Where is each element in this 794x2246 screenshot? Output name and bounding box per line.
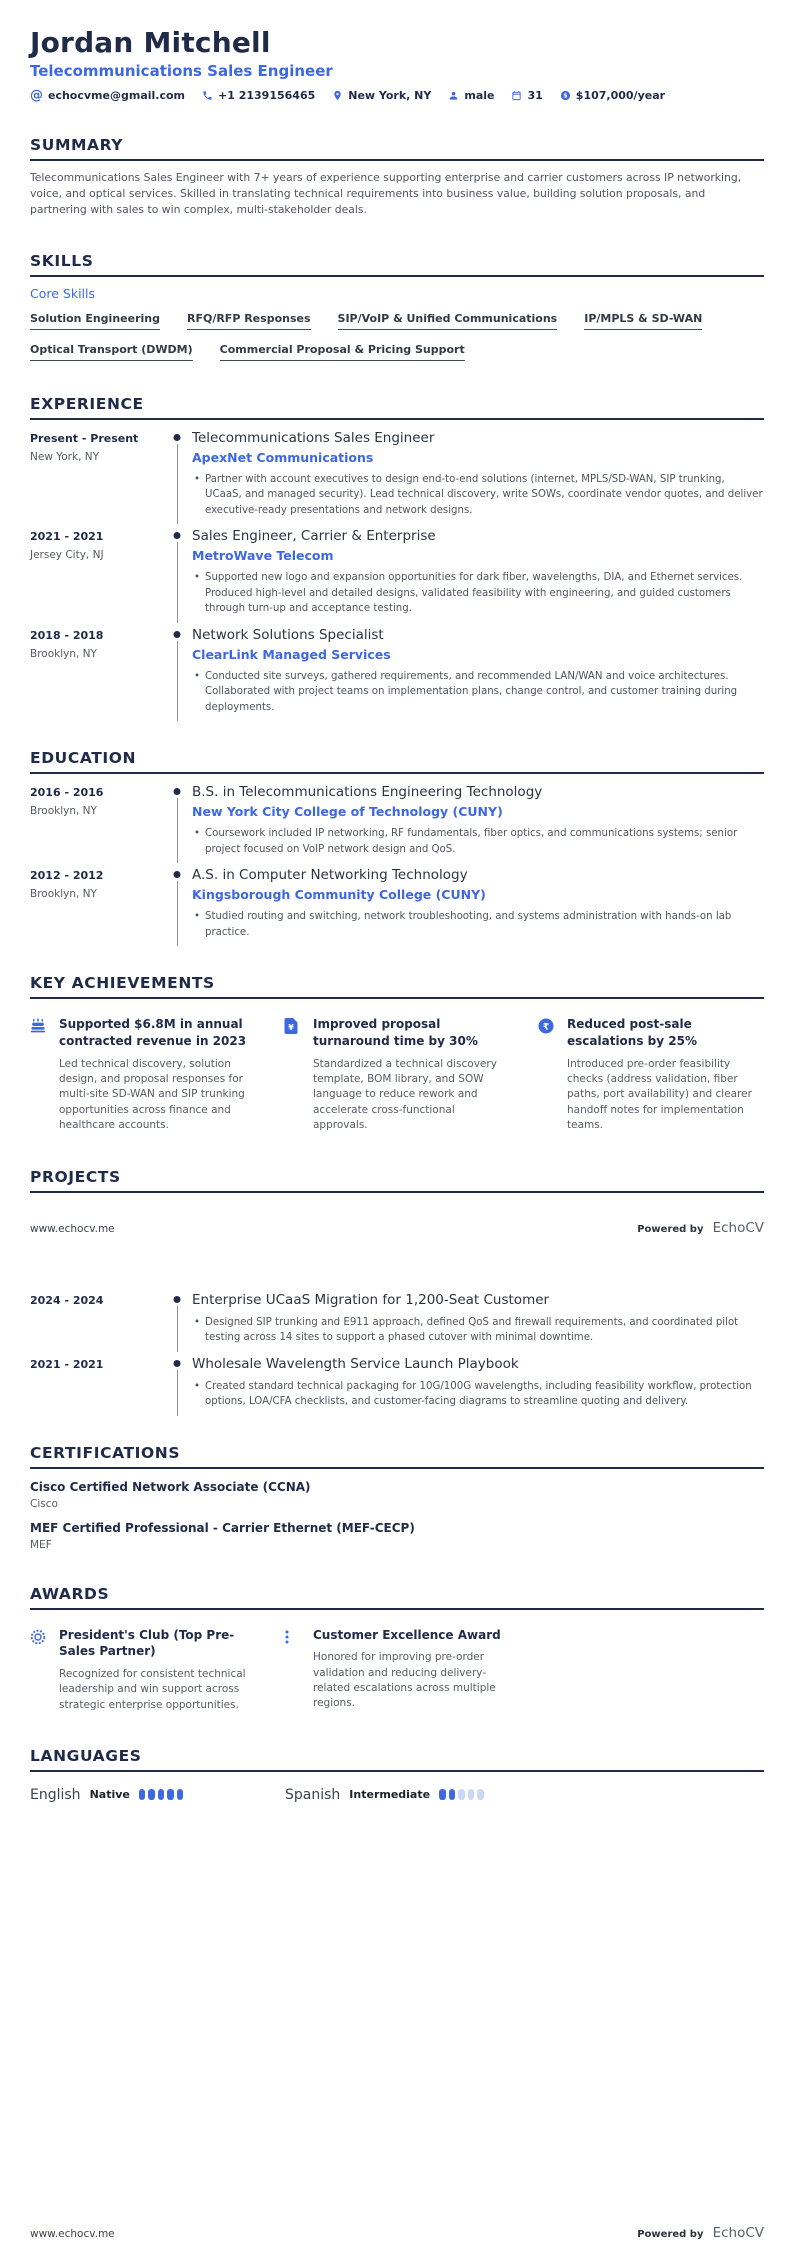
footer-site-link[interactable]: www.echocv.me [30, 1222, 115, 1235]
experience-heading: EXPERIENCE [30, 395, 764, 420]
svg-text:¥: ¥ [288, 1023, 294, 1033]
achievement-description: Standardized a technical discovery template, BOM library, and SOW language to reduce rework and accelerate cross-functional approvals. [313, 1057, 497, 1132]
education-entry [30, 867, 764, 940]
achievement-description: Introduced pre-order feasibility checks (address validation, fiber paths, port availability) and clearer handoff notes for implementation teams. [567, 1057, 752, 1132]
certification-issuer: Cisco [30, 1497, 58, 1510]
timeline-dot [174, 871, 181, 878]
medal-icon [30, 1627, 47, 1713]
timeline [162, 1356, 192, 1410]
language-proficiency-dots [439, 1789, 484, 1800]
awards-section [30, 1585, 764, 1713]
achievement-description: Led technical discovery, solution design, and proposal responses for multi-site SD-WAN and SIP trunking opportunities across finance and healthcare accounts. [59, 1057, 245, 1132]
entry-location: Jersey City, NJ [30, 549, 104, 562]
footer-site-link[interactable]: www.echocv.me [30, 2228, 115, 2240]
powered-by-label: Powered by [637, 1223, 704, 1235]
education-entry [30, 784, 764, 857]
achievement-title: Supported $6.8M in annual contracted revenue in 2023 [59, 1017, 247, 1048]
skills-heading: SKILLS [30, 252, 764, 277]
project-title: Wholesale Wavelength Service Launch Playbook [192, 1355, 519, 1372]
company-name: ClearLink Managed Services [192, 646, 391, 662]
timeline [162, 867, 192, 940]
certifications-heading: CERTIFICATIONS [30, 1444, 764, 1469]
entry-location: Brooklyn, NY [30, 805, 97, 818]
candidate-name: Jordan Mitchell [30, 26, 271, 59]
languages-heading: LANGUAGES [30, 1747, 764, 1772]
skill-chip: Optical Transport (DWDM) [30, 343, 193, 361]
svg-text:₹: ₹ [542, 1022, 550, 1033]
achievement-title: Reduced post-sale escalations by 25% [567, 1017, 697, 1048]
header [30, 26, 764, 102]
page-break-footer [30, 1217, 764, 1236]
timeline [162, 784, 192, 857]
contact-gender: male [448, 89, 494, 102]
timeline [162, 528, 192, 617]
project-bullet: • Created standard technical packaging for 10G/100G wavelengths, including feasibility workflow, protection options, LOA/CFA checklists, and customer-facing diagrams to streamline quoting and delivery. [192, 1379, 764, 1410]
certification-issuer: MEF [30, 1538, 52, 1551]
echocv-brand-link[interactable]: EchoCV [712, 2225, 764, 2241]
certification-name: MEF Certified Professional - Carrier Ethernet (MEF-CECP) [30, 1520, 415, 1535]
achievements-grid [30, 1016, 764, 1133]
degree-name: A.S. in Computer Networking Technology [192, 867, 468, 884]
education-bullet: • Coursework included IP networking, RF fundamentals, fiber optics, and communications systems; senior project focused on VoIP network design and QoS. [192, 826, 764, 857]
achievements-heading: KEY ACHIEVEMENTS [30, 974, 764, 999]
salary-icon [560, 90, 571, 101]
experience-entry [30, 528, 764, 617]
timeline [162, 430, 192, 519]
skill-chip: Solution Engineering [30, 312, 160, 330]
contact-salary: $ $107,000/year [560, 89, 665, 102]
summary-text: Telecommunications Sales Engineer with 7+ years of experience supporting enterprise and carrier customers across IP networking, voice, and optical services. Skilled in translating technical requirements into business value, building solution proposals, and partnering with sales to win complex, multi-stakeholder deals. [30, 171, 742, 216]
award-description: Honored for improving pre-order validation and reducing delivery-related escalations across multiple regions. [313, 1651, 496, 1710]
skill-chip: SIP/VoIP & Unified Communications [338, 312, 558, 330]
company-name: MetroWave Telecom [192, 548, 334, 564]
entry-location: Brooklyn, NY [30, 647, 97, 660]
timeline [162, 627, 192, 716]
summary-section [30, 136, 764, 218]
job-role: Network Solutions Specialist [192, 626, 384, 643]
award-title: President's Club (Top Pre-Sales Partner) [59, 1627, 235, 1659]
entry-location: New York, NY [30, 450, 100, 463]
timeline-dot [174, 788, 181, 795]
project-entry [30, 1356, 764, 1410]
education-bullet: • Studied routing and switching, network troubleshooting, and systems administration with hands-on lab practice. [192, 909, 764, 940]
candidate-title: Telecommunications Sales Engineer [30, 62, 333, 80]
language-level: Intermediate [349, 1788, 431, 1802]
contact-row [30, 89, 764, 102]
award-item [284, 1627, 510, 1713]
education-section [30, 749, 764, 940]
degree-name: B.S. in Telecommunications Engineering Technology [192, 784, 543, 801]
skills-group-label: Core Skills [30, 285, 96, 301]
language-level: Native [89, 1788, 130, 1802]
cake-icon [30, 1016, 47, 1133]
project-title: Enterprise UCaaS Migration for 1,200-Seat Customer [192, 1291, 550, 1308]
entry-dates: 2012 - 2012 [30, 869, 104, 883]
rupee-circle-icon [538, 1016, 555, 1133]
invoice-file-icon [284, 1016, 301, 1133]
contact-email: @ echocvme@gmail.com [30, 88, 186, 103]
timeline-dot [174, 631, 181, 638]
languages-section [30, 1747, 764, 1803]
achievement-item [538, 1016, 764, 1133]
school-name: New York City College of Technology (CUNY) [192, 804, 503, 820]
timeline [162, 1292, 192, 1346]
education-heading: EDUCATION [30, 749, 764, 774]
achievement-item [30, 1016, 256, 1133]
award-description: Recognized for consistent technical leadership and win support across strategic enterprise opportunities. [59, 1667, 246, 1711]
job-role: Sales Engineer, Carrier & Enterprise [192, 528, 436, 545]
skill-chip: IP/MPLS & SD-WAN [584, 312, 702, 330]
entry-dates: 2021 - 2021 [30, 530, 104, 544]
entry-dates: 2021 - 2021 [30, 1357, 104, 1371]
timeline-dot [174, 1360, 181, 1367]
language-name: English [30, 1786, 81, 1803]
job-bullet: • Supported new logo and expansion opportunities for dark fiber, wavelengths, DIA, and Ethernet services. Produced high-level and detailed designs, validated feasibility with engineering, and guided customers through turn-up and acceptance testing. [192, 570, 764, 617]
entry-dates: 2024 - 2024 [30, 1293, 104, 1307]
entry-dates: 2016 - 2016 [30, 786, 104, 800]
language-item [285, 1787, 540, 1803]
certification-name: Cisco Certified Network Associate (CCNA) [30, 1479, 311, 1494]
contact-phone: +1 2139156465 [202, 89, 315, 102]
phone-icon [202, 90, 213, 101]
job-bullet: • Partner with account executives to design end-to-end solutions (internet, MPLS/SD-WAN, SIP trunking, UCaaS, and managed security). Lead technical discovery, write SOWs, coordinate vendor quotes, and deliver executive-ready presentations and network designs. [192, 472, 764, 519]
svg-text:$: $ [563, 92, 568, 100]
entry-dates: 2018 - 2018 [30, 628, 104, 642]
powered-by-label: Powered by [637, 2229, 704, 2240]
school-name: Kingsborough Community College (CUNY) [192, 887, 486, 903]
timeline-dot [174, 434, 181, 441]
projects-heading: PROJECTS [30, 1168, 764, 1193]
certification-item [30, 1521, 764, 1551]
skills-section [30, 252, 764, 361]
experience-entry [30, 430, 764, 519]
person-icon [448, 90, 459, 101]
certification-item [30, 1480, 764, 1510]
certifications-section [30, 1444, 764, 1551]
project-bullet: • Designed SIP trunking and E911 approach, defined QoS and firewall requirements, and coordinated pilot testing across 14 sites to support a phased cutover with minimal downtime. [192, 1315, 764, 1346]
achievements-section [30, 974, 764, 1133]
job-role: Telecommunications Sales Engineer [192, 429, 435, 446]
skills-list [30, 312, 764, 361]
ellipsis-icon [284, 1627, 301, 1713]
award-item [30, 1627, 256, 1713]
timeline-dot [174, 532, 181, 539]
achievement-item [284, 1016, 510, 1133]
email-icon: @ [30, 88, 43, 103]
entry-dates: Present - Present [30, 431, 139, 445]
bottom-page-footer [30, 2222, 764, 2241]
experience-section [30, 395, 764, 716]
projects-section [30, 1168, 764, 1410]
awards-grid [30, 1627, 764, 1713]
language-name: Spanish [285, 1786, 341, 1803]
summary-heading: SUMMARY [30, 136, 764, 161]
language-proficiency-dots [139, 1789, 184, 1800]
contact-location: New York, NY [332, 89, 431, 102]
achievement-title: Improved proposal turnaround time by 30% [313, 1017, 478, 1048]
skill-chip: RFQ/RFP Responses [187, 312, 311, 330]
award-title: Customer Excellence Award [313, 1627, 501, 1642]
language-item [30, 1787, 285, 1803]
skill-chip: Commercial Proposal & Pricing Support [220, 343, 465, 361]
languages-row [30, 1787, 764, 1803]
job-bullet: • Conducted site surveys, gathered requirements, and recommended LAN/WAN and voice architectures. Collaborated with project teams on implementation plans, change control, and customer training during deployments. [192, 669, 764, 716]
echocv-brand-link[interactable]: EchoCV [712, 1219, 764, 1236]
project-entry [30, 1292, 764, 1346]
experience-entry [30, 627, 764, 716]
contact-age: 31 [511, 89, 542, 102]
company-name: ApexNet Communications [192, 449, 374, 465]
location-icon [332, 90, 343, 101]
timeline-dot [174, 1296, 181, 1303]
calendar-icon [511, 90, 522, 101]
entry-location: Brooklyn, NY [30, 888, 97, 901]
awards-heading: AWARDS [30, 1585, 764, 1610]
